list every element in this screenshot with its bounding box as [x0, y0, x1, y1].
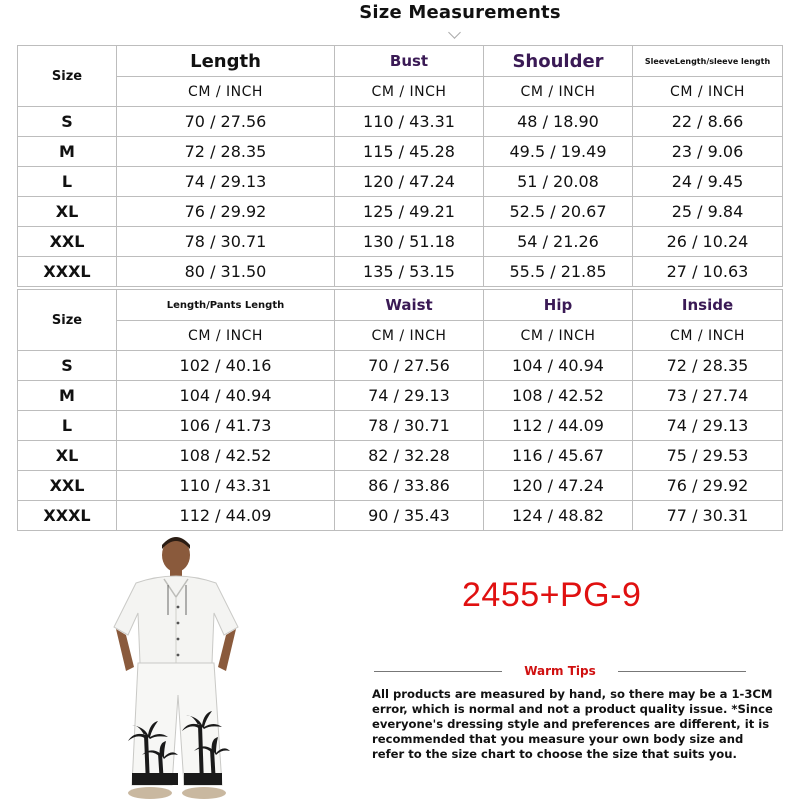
table-cell: 86 / 33.86: [335, 471, 484, 501]
table-cell: 115 / 45.28: [335, 137, 484, 167]
unit-label: CM / INCH: [117, 77, 335, 107]
header-sleeve-length: SleeveLength/sleeve length: [633, 46, 783, 77]
table-cell: 116 / 45.67: [484, 441, 633, 471]
row-size-label: L: [18, 411, 117, 441]
row-size-label: S: [18, 351, 117, 381]
table-cell: 82 / 32.28: [335, 441, 484, 471]
table-cell: 74 / 29.13: [117, 167, 335, 197]
table-cell: 106 / 41.73: [117, 411, 335, 441]
unit-label: CM / INCH: [633, 77, 783, 107]
unit-row: [18, 77, 783, 107]
bottom-size-table: [17, 289, 783, 531]
table-row: [18, 257, 783, 287]
table-cell: 104 / 40.94: [484, 351, 633, 381]
table-cell: 76 / 29.92: [117, 197, 335, 227]
row-size-label: M: [18, 137, 117, 167]
table-row: [18, 137, 783, 167]
table-cell: 77 / 30.31: [633, 501, 783, 531]
table-cell: 110 / 43.31: [117, 471, 335, 501]
header-inside: Inside: [633, 290, 783, 321]
table-cell: 130 / 51.18: [335, 227, 484, 257]
table-cell: 75 / 29.53: [633, 441, 783, 471]
table-cell: 78 / 30.71: [335, 411, 484, 441]
unit-label: CM / INCH: [484, 77, 633, 107]
table-cell: 55.5 / 21.85: [484, 257, 633, 287]
table-header-row: [18, 46, 783, 77]
unit-row: [18, 321, 783, 351]
table-cell: 80 / 31.50: [117, 257, 335, 287]
table-cell: 135 / 53.15: [335, 257, 484, 287]
table-cell: 52.5 / 20.67: [484, 197, 633, 227]
table-cell: 74 / 29.13: [633, 411, 783, 441]
top-size-table: [17, 45, 783, 287]
table-row: [18, 381, 783, 411]
header-length: Length: [117, 46, 335, 77]
table-cell: 54 / 21.26: [484, 227, 633, 257]
row-size-label: XL: [18, 197, 117, 227]
table-cell: 110 / 43.31: [335, 107, 484, 137]
product-code: 2455+PG-9: [462, 576, 642, 614]
table-cell: 120 / 47.24: [335, 167, 484, 197]
table-cell: 108 / 42.52: [484, 381, 633, 411]
table-row: [18, 227, 783, 257]
table-cell: 102 / 40.16: [117, 351, 335, 381]
row-size-label: S: [18, 107, 117, 137]
table-row: [18, 501, 783, 531]
row-size-label: XXXL: [18, 257, 117, 287]
unit-label: CM / INCH: [633, 321, 783, 351]
table-header-row: [18, 290, 783, 321]
table-cell: 90 / 35.43: [335, 501, 484, 531]
table-cell: 112 / 44.09: [117, 501, 335, 531]
table-cell: 76 / 29.92: [633, 471, 783, 501]
divider-line: [618, 671, 746, 672]
table-cell: 120 / 47.24: [484, 471, 633, 501]
row-size-label: XL: [18, 441, 117, 471]
table-cell: 70 / 27.56: [335, 351, 484, 381]
table-row: [18, 107, 783, 137]
table-cell: 51 / 20.08: [484, 167, 633, 197]
row-size-label: XXL: [18, 227, 117, 257]
unit-label: CM / INCH: [335, 77, 484, 107]
header-shoulder: Shoulder: [484, 46, 633, 77]
warm-tips-text: All products are measured by hand, so there may be a 1-3CM error, which is normal and not a product quality issue. *Since everyone's dressing style and preferences are different, it is recommended that you measure your own body size and refer to the size chart to choose the size that suits you.: [372, 687, 773, 761]
title-caret-decoration: [448, 26, 461, 39]
table-row: [18, 411, 783, 441]
table-cell: 125 / 49.21: [335, 197, 484, 227]
table-cell: 24 / 9.45: [633, 167, 783, 197]
table-cell: 72 / 28.35: [633, 351, 783, 381]
table-cell: 25 / 9.84: [633, 197, 783, 227]
unit-label: CM / INCH: [117, 321, 335, 351]
table-cell: 23 / 9.06: [633, 137, 783, 167]
table-cell: 22 / 8.66: [633, 107, 783, 137]
table-row: [18, 351, 783, 381]
model-photo: [88, 535, 258, 800]
table-cell: 49.5 / 19.49: [484, 137, 633, 167]
header-bust: Bust: [335, 46, 484, 77]
row-size-label: L: [18, 167, 117, 197]
header-pants-length: Length/Pants Length: [117, 290, 335, 321]
row-size-label: XXXL: [18, 501, 117, 531]
table-cell: 108 / 42.52: [117, 441, 335, 471]
row-size-label: XXL: [18, 471, 117, 501]
table-row: [18, 197, 783, 227]
row-size-label: M: [18, 381, 117, 411]
warm-tips-title: Warm Tips: [524, 664, 596, 678]
warm-tips-header: [374, 662, 746, 682]
table-cell: 112 / 44.09: [484, 411, 633, 441]
table-cell: 70 / 27.56: [117, 107, 335, 137]
table-cell: 26 / 10.24: [633, 227, 783, 257]
table-cell: 27 / 10.63: [633, 257, 783, 287]
table-row: [18, 471, 783, 501]
table-cell: 124 / 48.82: [484, 501, 633, 531]
table-cell: 72 / 28.35: [117, 137, 335, 167]
table-cell: 48 / 18.90: [484, 107, 633, 137]
unit-label: CM / INCH: [335, 321, 484, 351]
page-title: Size Measurements: [359, 2, 561, 23]
table-cell: 74 / 29.13: [335, 381, 484, 411]
table-cell: 78 / 30.71: [117, 227, 335, 257]
header-hip: Hip: [484, 290, 633, 321]
table-cell: 73 / 27.74: [633, 381, 783, 411]
table-cell: 104 / 40.94: [117, 381, 335, 411]
table-row: [18, 167, 783, 197]
size-column-label: Size: [18, 46, 117, 107]
header-waist: Waist: [335, 290, 484, 321]
unit-label: CM / INCH: [484, 321, 633, 351]
table-row: [18, 441, 783, 471]
size-column-label: Size: [18, 290, 117, 351]
